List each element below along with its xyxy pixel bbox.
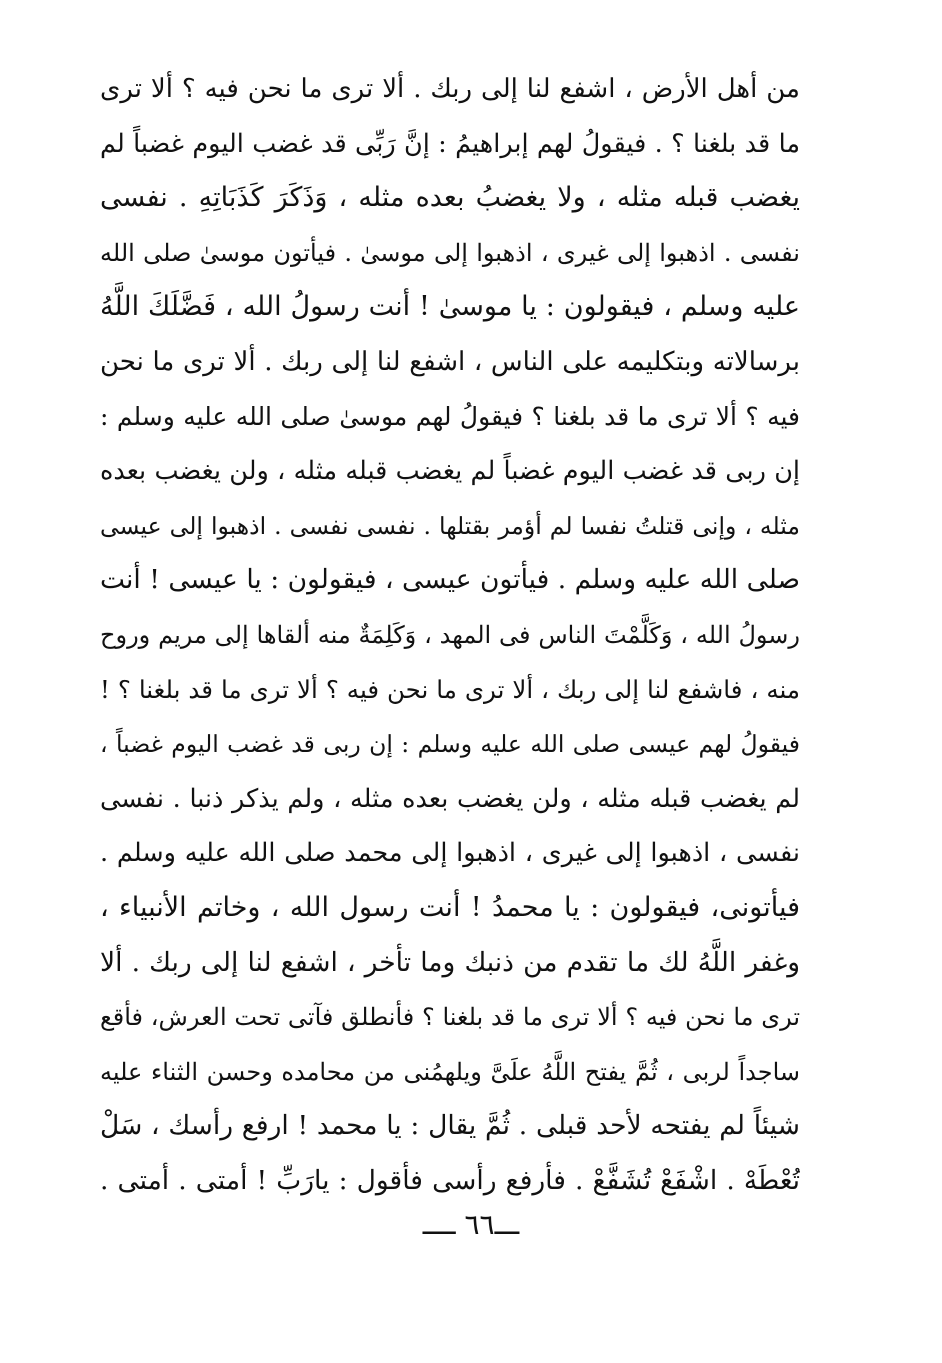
text-line: فيقولُ لهم عيسى صلى الله عليه وسلم : إن ربى قد غضب اليوم غضباً ، [100,730,800,759]
text-line: ترى ما نحن فيه ؟ ألا ترى ما قد بلغنا ؟ فأنطلق فآتى تحت العرش، فأقع [100,1003,800,1032]
text-line: ساجداً لربى ، ثُمَّ يفتح اللَّهُ علَىَّ ويلهمُنى من محامده وحسن الثناء عليه [100,1057,800,1086]
text-line: رسولُ الله ، وَكَلَّمْتَ الناس فى المهد ، وَكَلِمَةٌ منه ألقاها إلى مريم وروح [100,620,800,649]
text-line: لم يغضب قبله مثله ، ولن يغضب بعده مثله ، ولم يذكر ذنبا . نفسى [100,783,800,814]
text-line: من أهل الأرض ، اشفع لنا إلى ربك . ألا ترى ما نحن فيه ؟ ألا ترى [100,74,800,104]
text-line: شيئاً لم يفتحه لأحد قبلى . ثُمَّ يقال : يا محمد ! ارفع رأسك ، سَلْ [100,1110,800,1142]
text-line: عليه وسلم ، فيقولون : يا موسىٰ ! أنت رسولُ الله ، فَضَّلَكَ اللَّهُ [100,291,800,323]
text-line: نفسى . اذهبوا إلى غيرى ، اذهبوا إلى موسىٰ . فيأتون موسىٰ صلى الله [100,238,800,267]
body-text [100,62,800,1208]
text-line: صلى الله عليه وسلم . فيأتون عيسى ، فيقولون : يا عيسى ! أنت [100,564,800,596]
page-number: ـــ٦٦ ــــ [422,1208,520,1241]
text-line: نفسى ، اذهبوا إلى غيرى ، اذهبوا إلى محمد صلى الله عليه وسلم . [100,838,800,869]
text-line: مثله ، وإنى قتلتُ نفسا لم أؤمر بقتلها . نفسى نفسى . اذهبوا إلى عيسى [100,511,800,540]
text-line: يغضب قبله مثله ، ولا يغضبُ بعده مثله ، وَذَكَرَ كَذَبَاتِهِ . نفسى [100,182,800,214]
text-line: إن ربى قد غضب اليوم غضباً لم يغضب قبله مثله ، ولن يغضب بعده [100,456,800,487]
text-line: ما قد بلغنا ؟ . فيقولُ لهم إبراهيمُ : إنَّ رَبِّى قد غضب اليوم غضباً لم [100,128,800,159]
text-line: برسالاته وبتكليمه على الناس ، اشفع لنا إلى ربك . ألا ترى ما نحن [100,346,800,377]
text-line: منه ، فاشفع لنا إلى ربك ، ألا ترى ما نحن فيه ؟ ألا ترى ما قد بلغنا ؟ ! [100,674,800,704]
text-line: فيأتونى، فيقولون : يا محمدُ ! أنت رسول الله ، وخاتم الأنبياء ، [100,891,800,923]
text-line: تُعْطَهْ . اشْفَعْ تُشَفَّعْ . فأرفع رأسى فأقول : يارَبِّ ! أمتى . أمتى . [100,1164,800,1196]
text-line: وغفر اللَّهُ لك ما تقدم من ذنبك وما تأخر ، اشفع لنا إلى ربك . ألا [100,946,800,978]
text-line: فيه ؟ ألا ترى ما قد بلغنا ؟ فيقولُ لهم موسىٰ صلى الله عليه وسلم : [100,401,800,431]
